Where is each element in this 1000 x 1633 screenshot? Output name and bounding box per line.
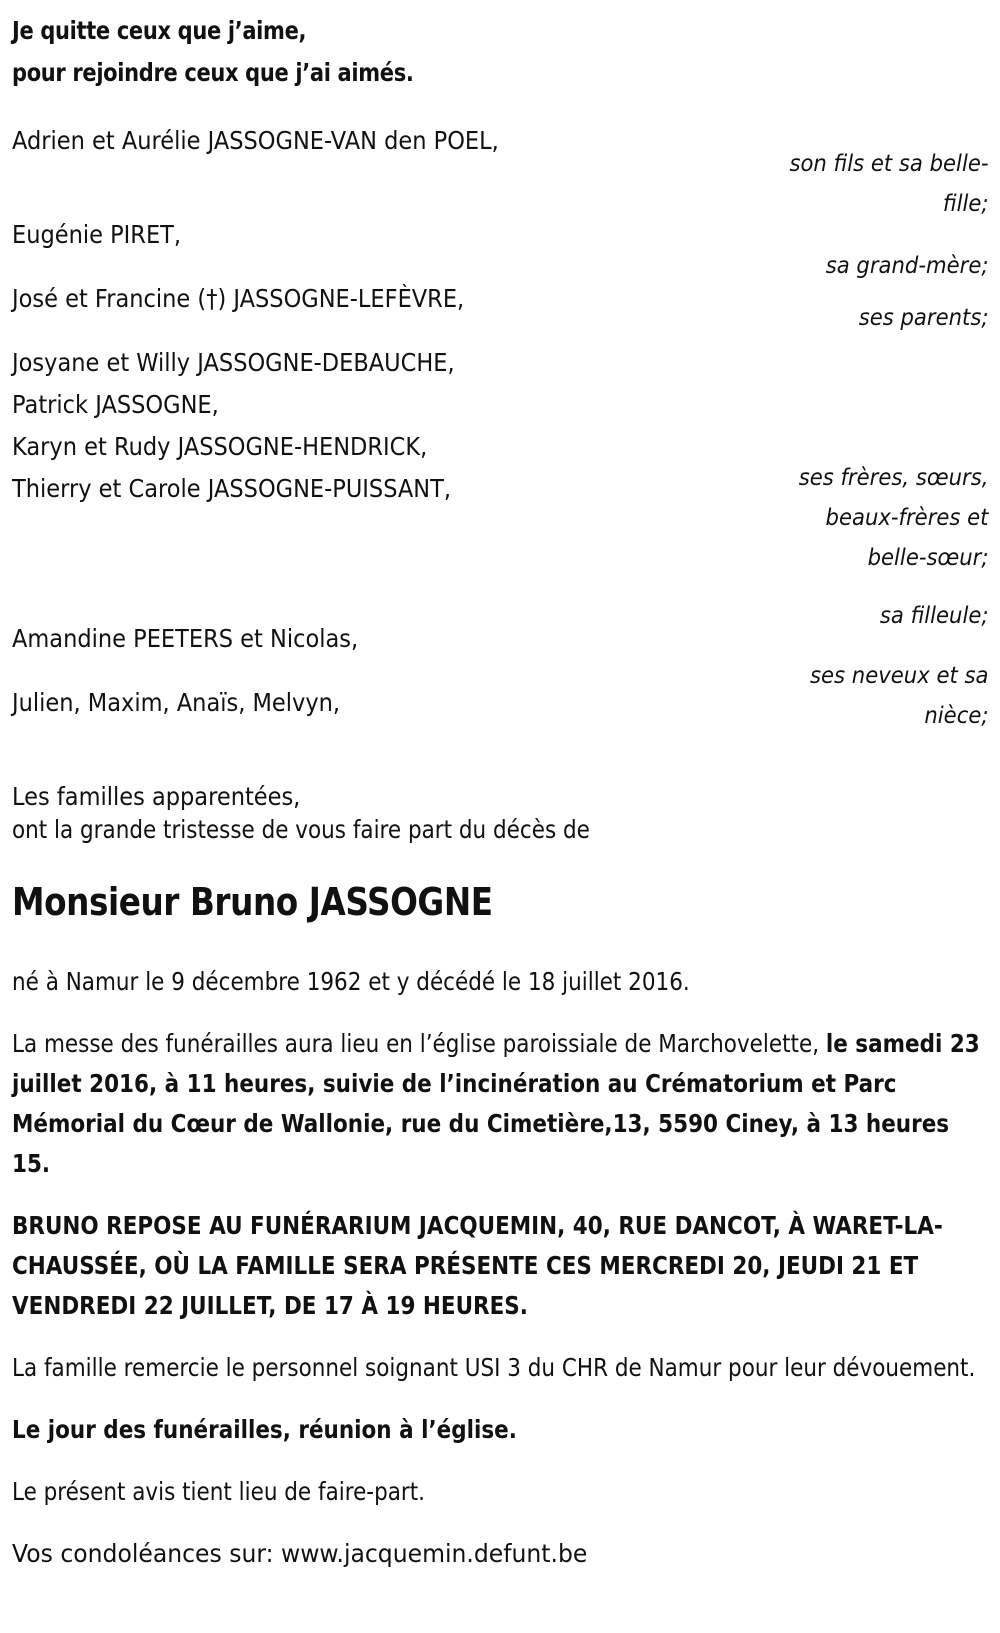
spacer	[12, 660, 652, 682]
relationship-labels-column	[718, 120, 988, 736]
spacer	[718, 286, 988, 298]
family-name-line: Karyn et Rudy JASSOGNE-HENDRICK,	[12, 432, 428, 461]
deceased-name: Monsieur Bruno JASSOGNE	[12, 880, 493, 924]
relationship-label: beaux-frères et	[825, 505, 988, 531]
spacer	[12, 320, 652, 342]
spacer	[12, 256, 652, 278]
funeral-intro-text: La messe des funérailles aura lieu en l’église paroissiale de Marchovelette,	[12, 1029, 826, 1058]
relationship-label: belle-sœur;	[867, 545, 988, 571]
notice-text: Le présent avis tient lieu de faire-part.	[12, 1477, 426, 1506]
epigraph	[12, 10, 988, 94]
relationship-label: sa grand-mère;	[825, 253, 988, 279]
condolences-line[interactable]: Vos condoléances sur: www.jacquemin.defunt.be	[12, 1539, 588, 1568]
family-name-line: Eugénie PIRET,	[12, 220, 182, 249]
family-name-line: Amandine PEETERS et Nicolas,	[12, 624, 359, 653]
family-name-line: Julien, Maxim, Anaïs, Melvyn,	[12, 688, 341, 717]
spacer	[12, 596, 652, 618]
epigraph-line-2: pour rejoindre ceux que j’ai aimés.	[12, 58, 414, 87]
family-name-line: Les familles apparentées,	[12, 782, 301, 811]
spacer	[718, 224, 988, 246]
relationship-label: fille;	[942, 191, 988, 217]
spacer	[718, 338, 988, 458]
family-names-column	[12, 120, 652, 818]
family-name-line: José et Francine (†) JASSOGNE-LEFÈVRE,	[12, 284, 465, 313]
relations-section	[12, 120, 988, 810]
relationship-label: ses neveux et sa	[809, 663, 988, 689]
epigraph-line-1: Je quitte ceux que j’aime,	[12, 16, 307, 45]
relationship-label: ses parents;	[858, 305, 988, 331]
family-name-line: Thierry et Carole JASSOGNE-PUISSANT,	[12, 474, 452, 503]
reunion-note: Le jour des funérailles, réunion à l’église.	[12, 1415, 517, 1444]
repose-details: BRUNO REPOSE AU FUNÉRARIUM JACQUEMIN, 40, RUE DANCOT, À WARET-LA-CHAUSSÉE, OÙ LA FAMILLE SERA PRÉSENTE CES MERCREDI 20, JEUDI 21 ET VENDREDI 22 JUILLET, DE 17 À 19 HEURES.	[12, 1211, 943, 1320]
relationship-label: sa filleule;	[879, 603, 988, 629]
relationship-label: nièce;	[923, 703, 988, 729]
family-name-line: Adrien et Aurélie JASSOGNE-VAN den POEL,	[12, 126, 499, 155]
relationship-label: ses frères, sœurs,	[798, 465, 988, 491]
funeral-details	[12, 1024, 986, 1184]
thanks-text: La famille remercie le personnel soignant USI 3 du CHR de Namur pour leur dévouement.	[12, 1353, 976, 1382]
announcement-section	[12, 810, 986, 1512]
spacer	[12, 724, 652, 776]
spacer	[718, 636, 988, 656]
spacer	[718, 578, 988, 596]
spacer	[12, 162, 652, 214]
family-name-line: Josyane et Willy JASSOGNE-DEBAUCHE,	[12, 348, 455, 377]
spacer	[12, 510, 652, 596]
birth-death-line: né à Namur le 9 décembre 1962 et y décédé le 18 juillet 2016.	[12, 967, 690, 996]
announcement-lead: ont la grande tristesse de vous faire part du décès de	[12, 815, 590, 844]
family-name-line: Patrick JASSOGNE,	[12, 390, 219, 419]
relationship-label: son fils et sa belle-	[788, 151, 988, 177]
spacer	[718, 120, 988, 144]
funeral-bold-text: le samedi 23 juillet 2016, à 11 heures, suivie de l’incinération au Crématorium et Parc Mémorial du Cœur de Wallonie, rue du Cimetière,13, 5590 Ciney, à 13 heures 15.	[12, 1029, 980, 1178]
